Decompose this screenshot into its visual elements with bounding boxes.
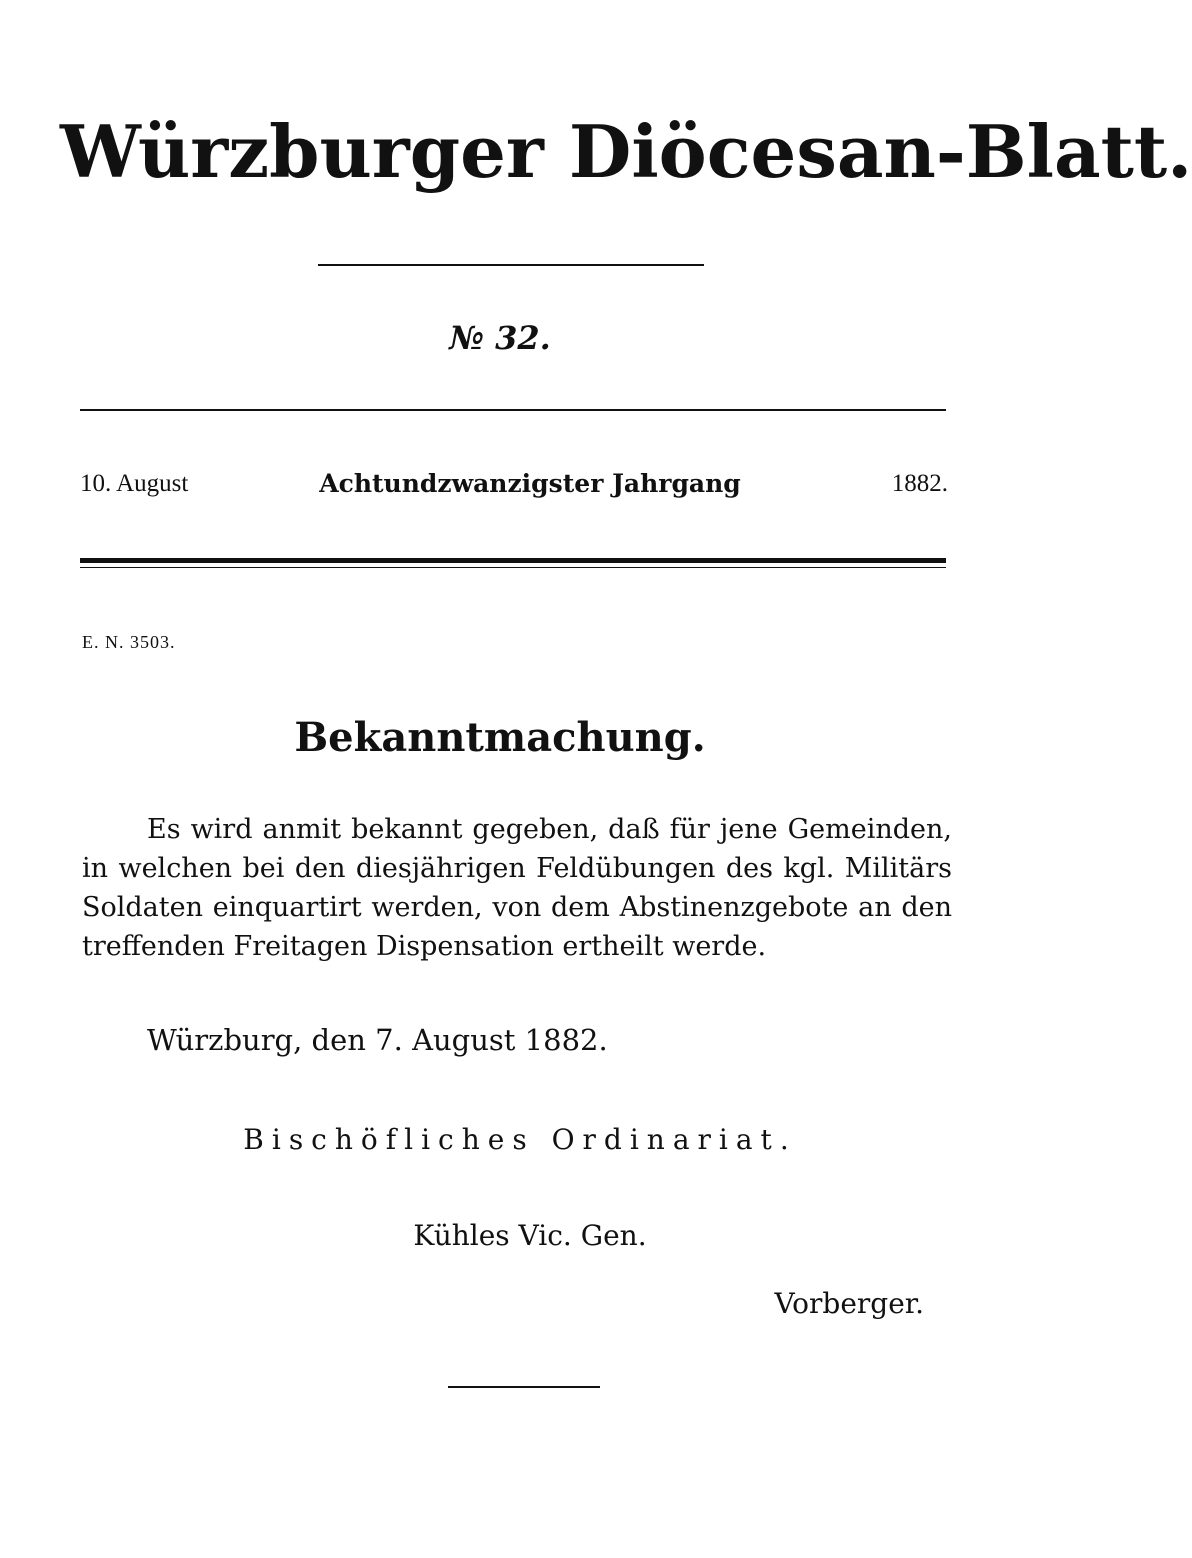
closing-divider <box>448 1386 600 1388</box>
thin-rule <box>80 567 946 568</box>
volume-label: Achtundzwanzigster Jahrgang <box>319 469 741 498</box>
issue-number: № 32. <box>449 319 551 357</box>
issue-date: 10. August <box>80 470 189 497</box>
title-divider <box>318 264 704 266</box>
signature-secretary: Vorberger. <box>774 1287 924 1320</box>
thick-rule <box>80 558 946 563</box>
notice-heading: Bekanntmachung. <box>294 714 706 761</box>
masthead-title: Würzburger Diöcesan-Blatt. <box>60 109 1192 194</box>
notice-body: Es wird anmit bekannt gegeben, daß für jene Gemeinden, in welchen bei den diesjährigen Feldübungen des kgl. Militärs Soldaten einquartirt werden, von dem Abstinenzgebote an den treffenden Freitagen Dispensation ertheilt werde. <box>82 814 952 962</box>
issuing-authority: Bischöfliches Ordinariat. <box>243 1123 797 1156</box>
top-rule <box>80 409 946 411</box>
reference-number: E. N. 3503. <box>82 632 176 652</box>
signature-vicar-general: Kühles Vic. Gen. <box>413 1219 647 1252</box>
issue-year: 1882. <box>891 470 948 497</box>
place-date: Würzburg, den 7. August 1882. <box>147 1023 608 1057</box>
